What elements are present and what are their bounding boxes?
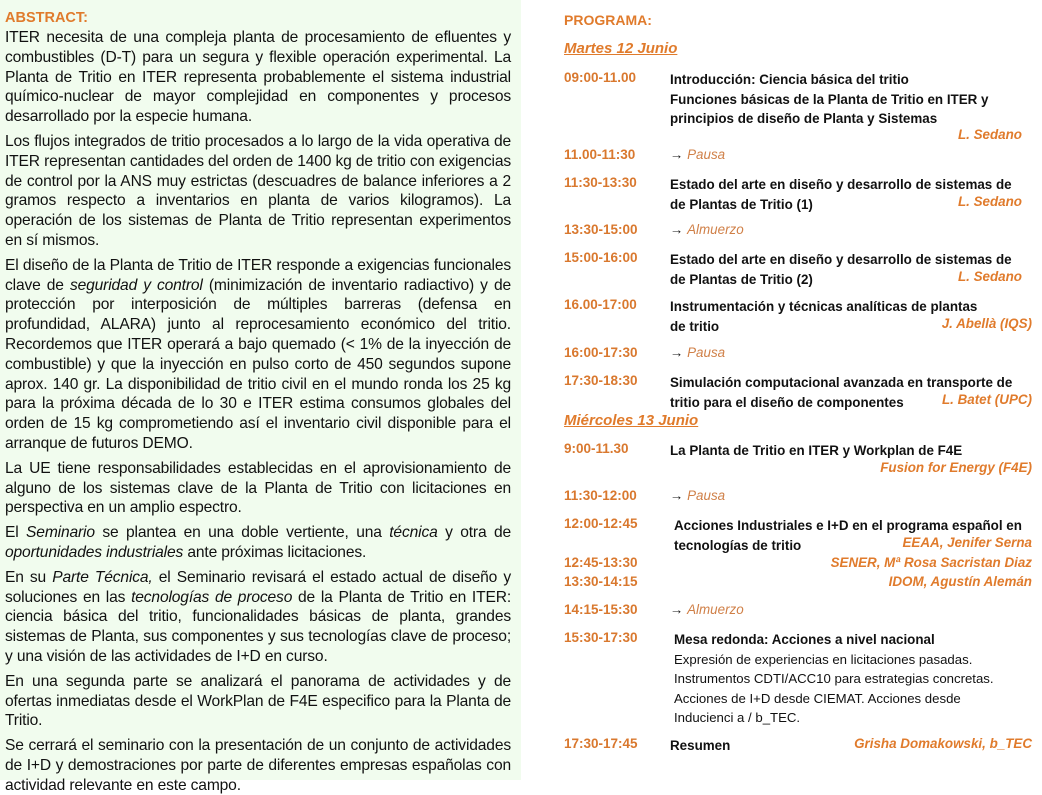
session-speaker: Grisha Domakowski, b_TEC <box>854 736 1032 751</box>
session-time: 11:30-13:30 <box>564 175 637 190</box>
emphasis: Seminario <box>26 524 95 542</box>
break-label: Pausa <box>687 147 726 162</box>
session-title: Mesa redonda: Acciones a nivel nacional Expresión de experiencias en licitaciones pasadas. Instrumentos CDTI/ACC10 para estrategias concretas. Acciones de I+D desde CIEMAT. Acciones desde Inducienci a / b_TEC. <box>674 630 1036 728</box>
arrow-right-icon: → <box>670 488 684 503</box>
session-title: Introducción: Ciencia básica del tritio Funciones básicas de la Planta de Tritio en ITER y principios de diseño de Planta y Sistemas <box>670 72 989 126</box>
session-speaker: IDOM, Agustín Alemán <box>888 574 1032 589</box>
emphasis: seguridad y control <box>69 276 203 294</box>
session-speaker: L. Batet (UPC) <box>941 392 1032 407</box>
arrow-right-icon: → <box>670 222 684 237</box>
session-time: 13:30-14:15 <box>564 574 638 589</box>
session-time: 12:45-13:30 <box>564 555 638 570</box>
session-time: 11.00-11:30 <box>564 147 636 162</box>
programme-panel <box>564 0 1036 780</box>
abstract-paragraph: ITER necesita de una compleja planta de procesamiento de efluentes y combustibles (D-T) para un segura y flexible operación experimental. La Planta de Tritio en ITER representa probablemente el sistema industrial químico-nuclear de mayor complejidad en componentes y procesos desarrollado por la especie humana. <box>5 29 511 126</box>
session-time: 17:30-18:30 <box>564 373 638 388</box>
session-time: 11:30-12:00 <box>564 488 637 503</box>
programme-heading: PROGRAMA: <box>564 12 652 28</box>
day-heading-wednesday: Miércoles 13 Junio <box>564 412 699 429</box>
break-label: Pausa <box>687 488 726 503</box>
session-title: Estado del arte en diseño y desarrollo de sistemas de de Plantas de Tritio (1) <box>670 177 1012 212</box>
abstract-paragraph: Se cerrará el seminario con la presentación de un conjunto de actividades de I+D y demostraciones por parte de diferentes empresas españolas con actividad relevante en este campo. <box>5 737 511 794</box>
emphasis: oportunidades industriales <box>5 543 184 561</box>
session-time: 15:00-16:00 <box>564 250 638 265</box>
session-description: Expresión de experiencias en licitaciones pasadas. <box>674 651 973 667</box>
session-description: Instrumentos CDTI/ACC10 para estrategias concretas. <box>674 671 994 686</box>
session-title: La Planta de Tritio en ITER y Workplan de F4E <box>670 443 963 458</box>
abstract-paragraph: El diseño de la Planta de Tritio de ITER responde a exigencias funcionales clave de seguridad y control (minimización de inventario radiactivo) y de protección por interposición de múltiples barreras (defensa en profundidad, ALARA) junto al reprocesamiento económico del tritio. Recordemos que ITER operará a bajo quemado (< 1% de la inyección de combustible) y que la inyección en pulso corto de 450 segundos supone aprox. 140 gr. La disponibilidad de tritio civil en el mundo ronda los 25 kg para la próxima década de lo 30 e ITER estima consumos globales del orden de 15 kg comprometiendo así el inventario civil disponible para el arranque de futuros DEMO. <box>5 256 511 452</box>
session-time: 09:00-11.00 <box>564 70 637 85</box>
day-heading-tuesday: Martes 12 Junio <box>564 40 678 57</box>
abstract-paragraph: En una segunda parte se analizará el panorama de actividades y de ofertas inmediatas desde el WorkPlan de F4E especifico para la Planta de Tritio. <box>5 672 511 730</box>
session-speaker: L. Sedano <box>958 127 1022 142</box>
session-speaker: Fusion for Energy (F4E) <box>880 460 1032 475</box>
session-time: 14:15-15:30 <box>564 602 638 617</box>
session-description: Inducienci a / b_TEC. <box>674 710 801 725</box>
session-title: Acciones Industriales e I+D en el programa español en tecnologías de tritio <box>674 518 1022 553</box>
abstract-paragraph: Los flujos integrados de tritio procesados a lo largo de la vida operativa de ITER representan cantidades del orden de 1400 kg de tritio con exigencias de control por la ANS muy estrictas (descuadres de balance inferiores a 2 gramos respecto a inventarios en planta de varios kilogramos). La operación de los sistemas de Planta de Tritio representan experimentos en sí mismos. <box>5 132 511 249</box>
session-description: Acciones de I+D desde CIEMAT. Acciones desde <box>674 690 961 706</box>
break-label: Almuerzo <box>687 602 744 617</box>
session-title: Instrumentación y técnicas analíticas de plantas de tritio <box>670 299 978 334</box>
abstract-heading: ABSTRACT: <box>5 10 88 26</box>
session-speaker: L. Sedano <box>958 194 1022 209</box>
emphasis: técnica <box>389 524 438 542</box>
session-title: Resumen <box>670 738 731 753</box>
session-speaker: J. Abellà (IQS) <box>941 316 1032 331</box>
session-time: 16:00-17:30 <box>564 345 638 360</box>
abstract-paragraph: En su Parte Técnica, el Seminario revisará el estado actual de diseño y soluciones en las tecnologías de proceso de la Planta de Tritio en ITER: ciencia básica del tritio, funcionalidades básicas de planta, grandes sistemas de Planta, sus componentes y sus tecnologías clave de proceso; y una visión de las actividades de I+D en curso. <box>5 568 512 665</box>
abstract-panel <box>0 0 521 794</box>
emphasis: Parte Técnica, <box>52 568 153 586</box>
session-time: 13:30-15:00 <box>564 222 638 237</box>
session-time: 12:00-12:45 <box>564 516 638 531</box>
session-time: 9:00-11.30 <box>564 441 629 456</box>
break-label: Almuerzo <box>687 222 744 237</box>
emphasis: tecnologías de proceso <box>131 588 293 606</box>
session-speaker: L. Sedano <box>958 269 1022 284</box>
arrow-right-icon: → <box>670 345 684 360</box>
session-speaker: EEAA, Jenifer Serna <box>902 535 1032 550</box>
arrow-right-icon: → <box>670 147 684 162</box>
session-title: Estado del arte en diseño y desarrollo de sistemas de de Plantas de Tritio (2) <box>670 252 1012 287</box>
session-time: 15:30-17:30 <box>564 630 638 645</box>
session-time: 16.00-17:00 <box>564 297 637 312</box>
break-label: Pausa <box>687 345 726 360</box>
abstract-paragraph: El Seminario se plantea en una doble vertiente, una técnica y otra de oportunidades industriales ante próximas licitaciones. <box>5 524 512 561</box>
abstract-paragraph: La UE tiene responsabilidades establecidas en el aprovisionamiento de alguno de los sistemas clave de la Planta de Tritio con licitaciones en perspectiva en un amplio espectro. <box>5 459 511 517</box>
arrow-right-icon: → <box>670 602 684 617</box>
session-speaker: SENER, Mª Rosa Sacristan Diaz <box>830 555 1032 570</box>
session-title: Simulación computacional avanzada en transporte de tritio para el diseño de componentes <box>670 375 1013 410</box>
session-time: 17:30-17:45 <box>564 736 638 751</box>
